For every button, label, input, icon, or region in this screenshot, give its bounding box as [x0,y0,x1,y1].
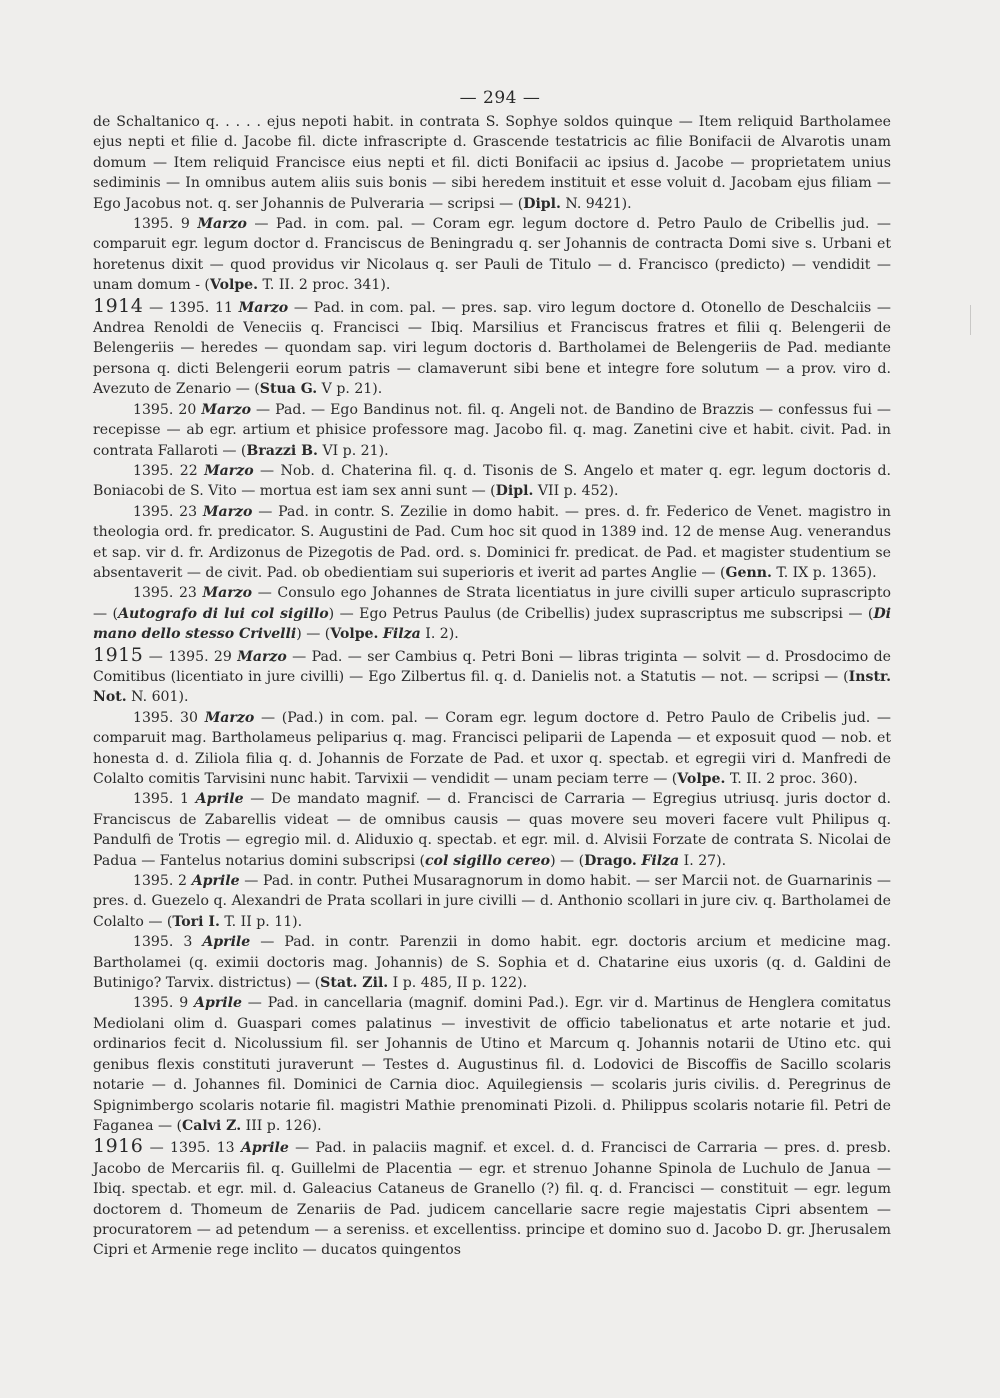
document-entry [93,789,891,871]
entry-text: T. II. 2 proc. 341). [258,277,391,294]
entry-text: VII p. 452). [533,483,619,500]
entry-text: 1395. 9 [133,216,198,233]
entry-text: — De mandato magnif. — d. Francisci de Carraria — Egregius utriusq. juris doctor d. Franciscus de Zabarellis videat — de omnibus causis — quas movere seu moveri facere vult Philipus q. Pandulfi de Trotis — egregio mil. d. Aliduxio q. spectab. et egr. mil. d. Alvisii Forzate de contrata S. Nicolai de Padua — Fantelus notarius domini subscripsi ( [93,791,891,869]
source-citation: Tori I. [172,913,220,930]
source-citation: Volpe. [209,277,259,294]
document-entry [93,461,891,502]
entry-text: ) — ( [550,852,585,869]
italic-text: Marzo [204,709,255,726]
entry-text: 1395. 23 [133,503,203,520]
document-entry [93,645,891,708]
document-entry [93,400,891,461]
italic-text: Aprile [240,1140,289,1157]
italic-text: Di mano dello stesso Crivelli [93,605,892,643]
entry-text: T. II. 2 proc. 360). [725,771,858,787]
entry-text: — Pad. — ser Cambius q. Petri Boni — libras triginta — solvit — d. Prosdocimo de Comitibus (licentiato in jure civilli) — Ego Zilbertus fil. q. d. Danielis not. a Statutis — not. — scripsi — ( [93,648,891,685]
entry-text: — (Pad.) in com. pal. — Coram egr. legum doctore d. Petro Paulo de Cribelis jud. — comparuit mag. Bartholameus peliparius q. mag. Francisci peliparii de Lapenda — et exposuit quod — nob. et honesta d. d. Ziliola filia q. d. Johannis de Forzate de Pad. et uxor q. spectab. et egregii viri d. Manfredi de Colalto comitis Tarvisini nunc habit. Tarvixii — vendidit — unam peciam terre — ( [93,709,891,787]
source-citation: Dipl. [523,195,561,212]
entry-text: I. 27). [679,852,727,869]
entry-text: 1395. 9 [133,995,195,1012]
entry-text: I. 2). [420,626,459,643]
entry-text: 1395. 1 [133,791,196,808]
italic-text: Aprile [195,791,244,808]
document-entry [93,112,891,214]
document-entry [93,1136,891,1260]
page-number: — 294 — [459,88,541,108]
source-citation: Calvi Z. [182,1117,242,1134]
entry-text: — 1395. 29 [143,648,238,665]
entry-text: de Schaltanico q. . . . . ejus nepoti habit. in contrata S. Sophye soldos quinque — Item reliquid Bartholamee ejus nepti et filie d. Jacobe fil. dicte infrascripte d. Grascende testatricis ac filie Bonifacii de Alvarotis unam domum — Item reliquid Francisce eius nepti et fil. dicti Bonifacii ac ipsius d. Jacobe — proprietatem unius sediminis — In omnibus autem aliis suis bonis — sibi heredem instituit et esse voluit d. Jacobam ejus filiam — Ego Jacobus not. q. ser Johannis de Pulveraria — scripsi — ( [93,114,891,212]
entry-text: T. II p. 11). [219,913,303,930]
source-citation: Stat. Zil. [320,975,389,992]
source-citation: Genn. [725,564,772,581]
entry-text: V p. 21). [317,381,383,398]
entry-text: 1395. 3 [133,934,203,951]
italic-text: Marzo [237,648,287,665]
italic-text: Marzo [197,216,247,233]
margin-mark [970,305,971,335]
italic-text: Filza [641,852,680,869]
source-citation: Volpe. [677,771,726,787]
document-entry [93,296,891,400]
entry-text: III p. 126). [241,1117,322,1134]
document-number: 1916 [93,1135,144,1158]
entry-text: T. IX p. 1365). [771,564,877,581]
italic-text: Marzo [238,299,289,316]
italic-text: Filza [382,626,421,643]
document-entry [93,583,891,644]
italic-text: Aprile [191,873,240,890]
source-citation: Stua G. [259,381,318,398]
document-entry [93,993,891,1136]
entry-text: N. 601). [126,689,189,706]
entry-text: 1395. 20 [133,401,202,418]
entry-text: — Nob. d. Chaterina fil. q. d. Tisonis de S. Angelo et mater q. egr. legum doctoris d. Boniacobi de S. Vito — mortua est iam sex anni sunt — ( [93,462,891,500]
italic-text: Aprile [202,934,251,951]
entry-text: — 1395. 11 [143,299,239,316]
italic-text: Autografo di lui col sigillo [118,605,329,622]
entry-text: — Pad. in com. pal. — pres. sap. viro legum doctore d. Otonello de Deschalciis — Andrea Renoldi de Veneciis q. Francisci — Ibiq. Marsilius et Franciscus fratres et filii q. Belengerii de Belengeriis — heredes — quondam sap. viri legum doctoris d. Bartholamei de Belengeriis de Pad. mediante persona q. dicti Belengerii eorum patris — clamaverunt sibi bene et integre fore solutum — a prov. viro d. Avezuto de Zenario — ( [93,299,891,398]
source-citation: Instr. Not. [93,668,891,706]
italic-text: Marzo [202,585,253,602]
entry-text: 1395. 22 [133,462,205,479]
source-citation: Volpe. [330,626,379,643]
entry-text: N. 9421). [560,195,632,212]
entry-text: — Pad. in palaciis magnif. et excel. d. d. Francisci de Carraria — pres. d. presb. Jacobo de Mercariis fil. q. Guillelmi de Placentia — egr. et strenuo Johanne Spinola de Luchulo de Janua — Ibiq. spectab. et egr. mil. d. Galeacius Cataneus de Granello (?) fil. q. d. Francisci — constituit — egr. legum doctorem d. Thomeum de Zenariis de Pad. judicem cancellarie sacre regie majestatis Cipri absentem — procuratorem — ad petendum — a sereniss. et excellentiss. principe et domino suo d. Jacobo D. gr. Jherusalem Cipri et Armenie rege inclito — ducatos quingentos [93,1140,892,1259]
document-entry [93,932,891,993]
entry-text: ) — ( [296,626,331,643]
entry-text: — Pad. in contr. Parenzii in domo habit. egr. doctoris arcium et medicine mag. Bartholamei (q. eximii doctoris mag. Johannis) de S. Sophia et d. Chatarine eius uxoris (q. d. Galdini de Butinigo? Tarvix. districtus) — ( [93,934,892,992]
document-body [93,112,891,1261]
entry-text: — 1395. 13 [143,1140,241,1157]
entry-text: I p. 485, II p. 122). [388,975,528,992]
entry-text: 1395. 23 [133,585,203,602]
entry-text: 1395. 2 [133,873,192,890]
document-number: 1915 [93,643,144,666]
italic-text: Marzo [204,462,254,479]
document-entry [93,214,891,296]
document-number: 1914 [93,294,144,317]
document-entry [93,502,891,584]
italic-text: Marzo [202,503,253,520]
source-citation: Brazzi B. [246,442,318,459]
italic-text: Aprile [194,995,242,1012]
document-entry [93,708,891,790]
document-entry [93,871,891,932]
italic-text: col sigillo cereo [424,852,551,869]
entry-text: — Pad. in com. pal. — Coram egr. legum doctore d. Petro Paulo de Cribellis jud. — comparuit egr. legum doctor d. Franciscus de Beningradu q. ser Johannis de contracta Domi sive s. Urbani et horetenus dixit — quod providus vir Nicolaus q. ser Pauli de Titulo — d. Francisco (predicto) — vendidit — unam domum - ( [93,216,891,294]
entry-text: — Pad. in contr. S. Zezilie in domo habit. — pres. d. fr. Federico de Venet. magistro in theologia ord. fr. predicator. S. Augustini de Pad. Cum hoc sit quod in 1389 ind. 12 de mense Aug. venerandus et sap. vir d. fr. Ardizonus de Pizegotis de Pad. ord. s. Dominici fr. predicat. de Pad. et magister studentium se absentaverit — de civit. Pad. ob obedientiam sui superioris et iverit ad partes Anglie — ( [93,503,891,581]
entry-text: ) — Ego Petrus Paulus (de Cribellis) judex suprascriptus me subscripsi — ( [328,605,874,622]
entry-text: — Consulo ego Johannes de Strata licentiatus in jure civilli super articulo suprascripto — ( [93,585,891,622]
entry-text: — Pad. — Ego Bandinus not. fil. q. Angeli not. de Bandino de Brazzis — confessus fui — recepisse — ab egr. artium et phisice professore mag. Jacobo fil. q. mag. Zanetini cive et habit. civit. Pad. in contrata Fallaroti — ( [93,401,891,459]
entry-text: — Pad. in cancellaria (magnif. domini Pad.). Egr. vir d. Martinus de Henglera comitatus Mediolani olim d. Guaspari comes palatinus — investivit de officio tabelionatus et arte notarie et jud. ordinarios fecit d. Nicolussium fil. ser Johannis de Utino et Marcum q. Johannis notarii de Utino etc. qui genibus flexis constituti juraverunt — Testes d. Augustinus fil. d. Lodovici de Biscoffis de Sacillo scolaris notarie — d. Johannes fil. Dominici de Carnia dioc. Aquilegiensis — scolaris juris civilis. d. Peregrinus de Spignimbergo scolaris notarie fil. magistri Mathie prenominati Pizoli. d. Philippus scolaris notarie fil. Petri de Faganea — ( [93,995,891,1134]
source-citation: Drago. [584,852,637,869]
entry-text: 1395. 30 [133,709,205,726]
source-citation: Dipl. [495,483,534,500]
entry-text: VI p. 21). [317,442,389,459]
entry-text: — Pad. in contr. Puthei Musaragnorum in domo habit. — ser Marcii not. de Guarnarinis — pres. d. Guezelo q. Alexandri de Prata scollari in jure civilli — d. Anthonio scollari in jure civ. q. Bartholamei de Colalto — ( [93,873,892,930]
italic-text: Marzo [201,401,251,418]
